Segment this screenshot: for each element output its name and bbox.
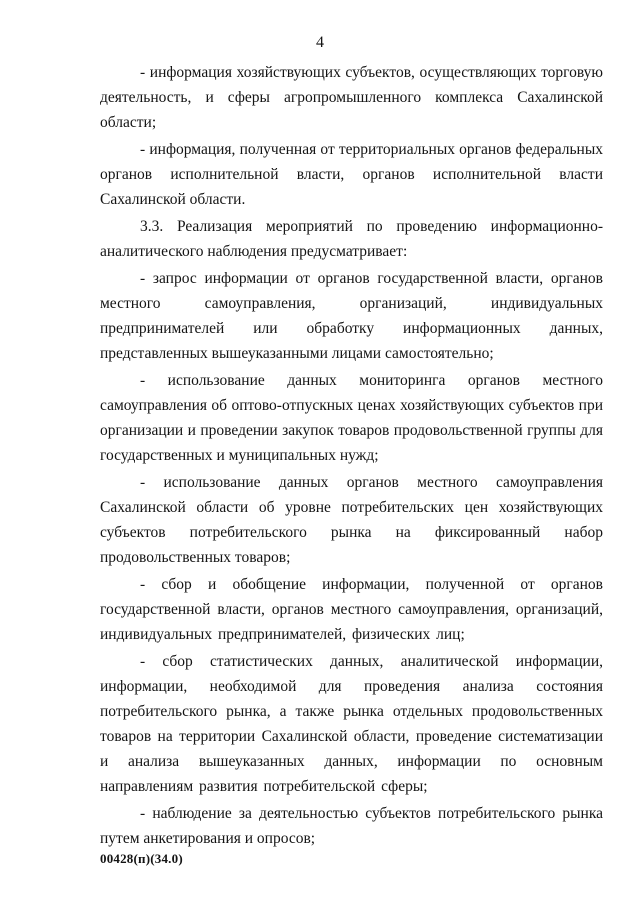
paragraph-territorial-info: - информация, полученная от территориальных органов федеральных органов исполнительной власти, органов исполнительной власти Сахалинской области.	[100, 141, 603, 208]
paragraph-info-collection: - сбор и обобщение информации, полученной от органов государственной власти, органов местного самоуправления, организаций, индивидуальных предпринимателей, физических лиц;	[100, 576, 603, 643]
paragraph-wholesale-prices: - использование данных мониторинга органов местного самоуправления об оптово-отпускных ценах хозяйствующих субъектов при организации и проведении закупок товаров продовольственной группы для государственных и муниципальных нужд;	[100, 372, 603, 464]
document-code: 00428(п)(34.0)	[100, 851, 183, 866]
paragraph-statistics-collection: - сбор статистических данных, аналитической информации, информации, необходимой для проведения анализа состояния потребительского рынка, а также рынка отдельных продовольственных товаров на территории Сахалинской области, проведение систематизации и анализа вышеуказанных данных, информации по основным направлениям развития потребительской сферы;	[100, 653, 603, 795]
paragraph-survey-monitoring: - наблюдение за деятельностью субъектов потребительского рынка путем анкетирования и опросов;	[100, 805, 603, 847]
paragraph-trade-info: - информация хозяйствующих субъектов, осуществляющих торговую деятельность, и сферы агропромышленного комплекса Сахалинской области;	[100, 64, 603, 131]
paragraph-consumer-prices: - использование данных органов местного самоуправления Сахалинской области об уровне потребительских цен хозяйствующих субъектов потребительского рынка на фиксированный набор продовольственных товаров;	[100, 474, 603, 566]
paragraph-info-request: - запрос информации от органов государственной власти, органов местного самоуправления, организаций, индивидуальных предпринимателей или обработку информационных данных, представленных вышеуказанными лицами самостоятельно;	[100, 270, 603, 362]
page-number: 4	[316, 34, 324, 51]
document-body	[100, 60, 603, 853]
paragraph-section-3-3: 3.3. Реализация мероприятий по проведению информационно-аналитического наблюдения предусматривает:	[100, 218, 603, 260]
